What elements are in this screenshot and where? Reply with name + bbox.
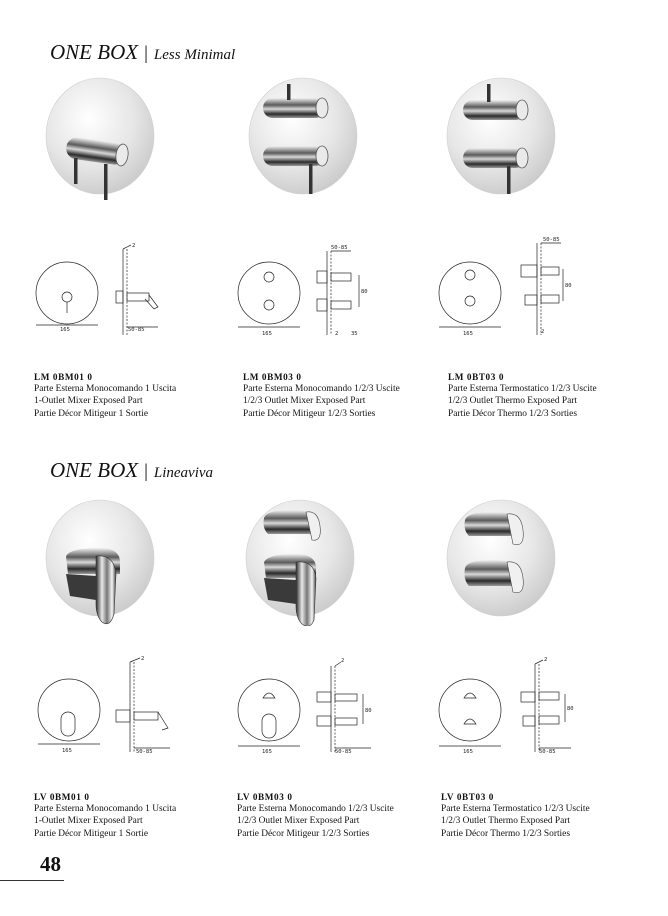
dimension-height: 80 [361,289,368,295]
description-en: 1-Outlet Mixer Exposed Part [34,816,143,827]
description-it: Parte Esterna Monocomando 1/2/3 Uscite [237,804,394,815]
description-it: Parte Esterna Monocomando 1 Uscita [34,804,177,815]
description-it: Parte Esterna Monocomando 1 Uscita [34,384,177,395]
dimension-height: 80 [365,708,372,714]
dimension-top: 2 [541,329,545,335]
dimension-top: 2 [335,331,339,337]
product-caption-lv-0bt03 [441,791,590,840]
product-photo-lv-0bm03 [240,496,360,626]
dimension-width: 165 [60,327,70,333]
dimension-top: 2 [341,658,345,664]
description-it: Parte Esterna Termostatico 1/2/3 Uscite [448,384,597,395]
dimension-width: 165 [262,749,272,755]
description-en: 1/2/3 Outlet Thermo Exposed Part [448,396,577,407]
dimension-width: 165 [463,749,473,755]
product-code: LV 0BM03 0 [237,792,293,802]
technical-drawing-lm-0bm01 [30,235,220,350]
product-code: LM 0BM01 0 [34,372,93,382]
page-number-rule [0,880,64,881]
description-fr: Partie Décor Mitigeur 1/2/3 Sorties [243,408,376,419]
technical-drawing-lv-0bm01 [30,652,220,767]
technical-drawing-lm-0bm03 [235,235,425,350]
product-photo-lv-0bt03 [441,496,561,626]
product-photo-lm-0bm01 [40,74,160,204]
technical-drawing-lv-0bt03 [435,652,625,767]
section-subtitle: Lineaviva [153,465,214,481]
technical-drawing-lm-0bt03 [435,235,625,350]
section-subtitle: Less Minimal [153,47,236,63]
product-code: LV 0BT03 0 [441,792,494,802]
product-photo-lm-0bt03 [441,74,561,204]
dimension-side: 50-85 [335,749,352,755]
dimension-top: 2 [141,656,145,662]
product-code: LV 0BM01 0 [34,792,90,802]
description-en: 1-Outlet Mixer Exposed Part [34,396,143,407]
dimension-width: 165 [62,748,72,754]
dimension-side: 50-85 [543,237,560,243]
section-title-lineaviva [50,458,213,483]
description-fr: Partie Décor Thermo 1/2/3 Sorties [448,408,577,419]
product-caption-lm-0bm01 [34,371,176,420]
description-fr: Partie Décor Thermo 1/2/3 Sorties [441,828,570,839]
dimension-side: 50-85 [331,245,348,251]
dimension-width: 165 [262,331,272,337]
product-caption-lv-0bm01 [34,791,176,840]
dimension-side: 50-85 [128,327,145,333]
description-en: 1/2/3 Outlet Mixer Exposed Part [237,816,360,827]
description-fr: Partie Décor Mitigeur 1/2/3 Sorties [237,828,370,839]
product-caption-lm-0bm03 [243,371,400,420]
page-number: 48 [40,852,61,876]
dimension-height: 80 [567,706,574,712]
description-it: Parte Esterna Monocomando 1/2/3 Uscite [243,384,400,395]
dimension-top: 2 [132,243,136,249]
section-title-separator: | [144,461,148,482]
description-en: 1/2/3 Outlet Mixer Exposed Part [243,396,366,407]
product-code: LM 0BT03 0 [448,372,505,382]
technical-drawing-lv-0bm03 [235,652,425,767]
section-title-text: ONE BOX [50,458,139,482]
description-it: Parte Esterna Termostatico 1/2/3 Uscite [441,804,590,815]
dimension-side: 50-85 [539,749,556,755]
dimension-side: 50-85 [136,749,153,755]
product-code: LM 0BM03 0 [243,372,302,382]
product-caption-lm-0bt03 [448,371,597,420]
section-title-less-minimal [50,40,235,65]
product-photo-lm-0bm03 [243,74,363,204]
dimension-height: 80 [565,283,572,289]
product-photo-lv-0bm01 [40,496,160,626]
dimension-depth: 35 [351,331,358,337]
dimension-width: 165 [463,331,473,337]
section-title-separator: | [144,43,148,64]
description-fr: Partie Décor Mitigeur 1 Sortie [34,828,149,839]
dimension-top: 2 [544,657,548,663]
product-caption-lv-0bm03 [237,791,394,840]
section-title-text: ONE BOX [50,40,139,64]
description-fr: Partie Décor Mitigeur 1 Sortie [34,408,149,419]
description-en: 1/2/3 Outlet Thermo Exposed Part [441,816,570,827]
